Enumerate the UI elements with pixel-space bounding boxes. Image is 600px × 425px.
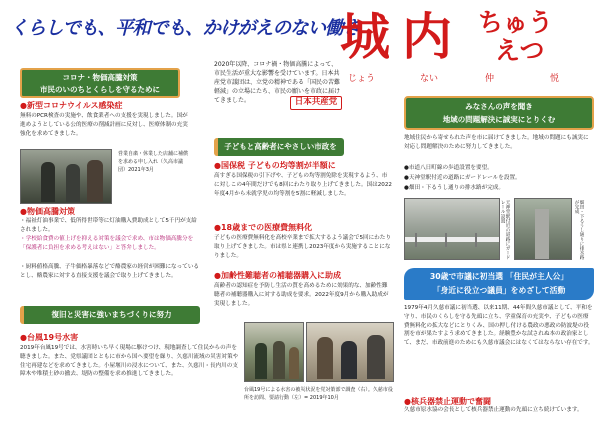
title-kana-chuu: ちゅう xyxy=(478,8,554,37)
corona-body-prices-b: ・学校給食費の値上げを抑える対策を議会で求め、市は物価高騰分を「保護者に負担を求める考えはない」と答弁しました。 xyxy=(20,236,194,251)
photo-guardrail xyxy=(404,198,500,260)
career-body: 1979年4月久慈市議に初当選、以来11期、44年間久慈市議として、平和を守り、市民のくらしを守る先頭に立ち、学童保育の充実や、子どもの医療費無料化の拡大などにとりくみ、国の押し付ける農政の悪政の防波堤の役割を市が果たすよう求めてきました。経験豊かな試されぬ本の政治家として、まだ、市政前進のためにも久慈市議会にはなくてはならない存在です。 xyxy=(404,305,594,347)
voice-body: 地域住民から寄せられた声を市に届けてきました。地域の問題にも誠実に対応し問題解決のために努力してきました。 xyxy=(404,135,589,150)
children-body-tax: 高すぎる国保税の引下げや、子どもの均等割免除を実現するよう、市に対しこの4年間だけでも8回にわたり取り上げてきました。国は2022年度4月から未就学児の均等割を5割に軽減しました。 xyxy=(214,173,392,197)
title-kanji-jo: 城 xyxy=(340,8,390,66)
children-head-medical: ●18歳までの医療費無料化 xyxy=(214,223,313,232)
career-wave-line1: 30歳で市議に初当選 「住民が主人公」 xyxy=(429,272,569,281)
corona-banner-line2: 市民のいのちとくらしを守るために xyxy=(40,85,160,94)
career-body-nuclear: 久慈市原水協の会長として核兵器禁止運動の先頭に立ち続けています。 xyxy=(404,407,583,413)
masthead-slogan: くらしでも、平和でも、かけがえのない働き xyxy=(10,18,361,39)
title-kana-etsu: えつ xyxy=(495,36,545,65)
photo-drain xyxy=(514,198,572,260)
children-body-hearing: 高齢者の認知症を予防し生活の質を高めるために効果的な、加齢性難聴者の補聴器購入に対する助成を要求。2022年度9月から購入助成が実現しました。 xyxy=(214,283,389,307)
corona-body-prices-c: ・厨料値格高騰、子牛価格暴落などで酪農家の経営が困難になっているとし、酪農家に対する直接支援を議会で取り上げてきました。 xyxy=(20,264,200,279)
title-kanji-nai: 内 xyxy=(402,8,452,66)
masthead-title xyxy=(340,8,595,88)
photo-drain-caption: 畑田・下るうし通りに排水路が完成 xyxy=(574,200,584,260)
career-wave-line2: 「身近に役立つ議員」をめざして活動 xyxy=(432,286,566,295)
reading-naka: 仲 xyxy=(485,74,495,84)
voice-banner-line2: 地域の問題解決に誠実にとりくむ xyxy=(442,115,556,124)
voice-item-guardrail: ●天神堂駅付近の道路にガードレールを設置。 xyxy=(404,175,521,181)
corona-banner-line1: コロナ・物価高騰対策 xyxy=(62,73,138,82)
children-body-medical: 子どもの医療費無料化を高校卒業まで拡大するよう議会で5回にわたり取り上げてきました。市は県と連携し2023年度から実施することになりました。 xyxy=(214,235,391,259)
disaster-body-typhoon: 2019年台風19号では、水害時いち早く現場に駆けつけ、現地調査して住民からの声を聴きました。また、党県議団とともに市から国へ要望を繰り、久慈川流域の災害対策や住宅再建などを求めてきました。小屋堰川の浸水について、また、久慈川・長内川の支障木や堆積土砂の撤去、堤防の整備を求め推進してきました。 xyxy=(20,345,239,378)
career-wave-banner xyxy=(404,268,594,300)
disaster-banner-text: 復旧と災害に強いまちづくりに努力 xyxy=(51,310,172,319)
party-badge: 日本共産党 xyxy=(290,96,342,110)
corona-intro: 2020年以降、コロナ禍・物価高騰によって、市民生活が重大な影響を受けています。日本共産党市議団は、立党の精神である「国民の苦難軽減」の立場にたち、市民の願いを市政に届けてきました。 xyxy=(214,61,341,104)
photo-flood-caption: 台風19号による水害の被災状況を党対策部で調査（右）。久慈市役所を訪問、要請行動（左）= 2019年10月 xyxy=(244,387,393,401)
reading-jou: じょう xyxy=(348,74,376,84)
photo-guardrail-caption: 天神堂駅付近の道路にガードレール設置 xyxy=(500,200,510,260)
voice-item-sidewalk: ●市道八日町線の歩道設置を要望。 xyxy=(404,165,493,171)
children-banner-text: 子どもと高齢者にやさしい市政を xyxy=(224,142,337,151)
corona-banner xyxy=(20,68,180,98)
disaster-head-typhoon: ●台風19号水害 xyxy=(20,333,79,342)
corona-body-covid: 無料のPCR検査の実施や、飲食業者への支援を実現しました。国が進めようとしている公的医療の削減計画に反対し、医療体制の充実強化を求めてきました。 xyxy=(20,113,188,137)
reading-nai: ない xyxy=(420,74,439,84)
corona-head-prices: ●物価高騰対策 xyxy=(20,207,75,216)
photo-shop-visit xyxy=(20,149,112,204)
children-head-tax: ●国保税 子どもの均等割が半額に xyxy=(214,161,336,170)
voice-banner xyxy=(404,96,594,130)
voice-item-drain: ●畑田・下るうし通りの排水路が完成。 xyxy=(404,185,504,191)
photo-shop-visit-caption: 営業自粛・休業した店舗に補償を求める申し入れ（久高市議団）2021年3月 xyxy=(118,151,189,173)
corona-head-covid: ●新型コロナウイルス感染症 xyxy=(20,101,123,110)
photo-city-hall-visit xyxy=(306,322,394,382)
photo-flood-survey xyxy=(244,322,304,382)
corona-body-prices-a: ・福祉灯油事業で、低所得世帯等に灯油購入費助成として5千円が支給されました。 xyxy=(20,218,197,233)
career-head-nuclear: ●核兵器禁止運動で奮闘 xyxy=(404,397,491,406)
voice-banner-line1: みなさんの声を聞き xyxy=(465,102,533,111)
reading-etsu: 悦 xyxy=(550,74,560,84)
children-head-hearing: ●加齢性難聴者の補聴器購入に助成 xyxy=(214,271,341,280)
